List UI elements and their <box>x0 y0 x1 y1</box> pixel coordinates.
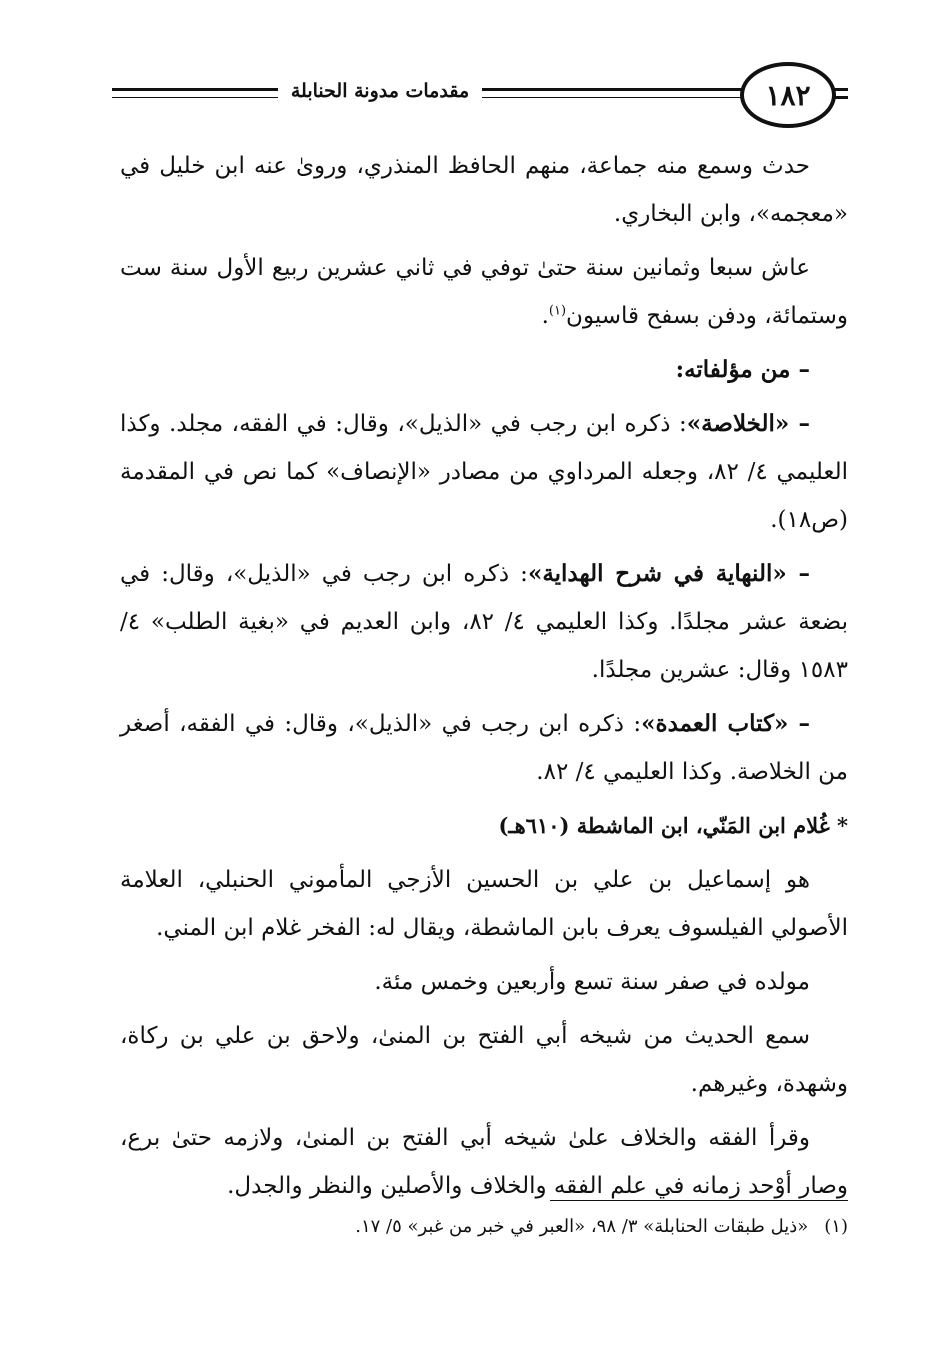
paragraph-4: مولده في صفر سنة تسع وأربعين وخمس مئة. <box>374 969 810 995</box>
work-item-1-text: : ذكره ابن رجب في «الذيل»، وقال: في الفقه، مجلد. وكذا العليمي ٤/ ٨٢، وجعله المرداوي من مصادر «الإنصاف» كما نص في المقدمة (ص١٨). <box>120 411 848 533</box>
footnote-text: «ذيل طبقات الحنابلة» ٣/ ٩٨، «العبر في خبر من غبر» ٥/ ١٧. <box>355 1216 809 1237</box>
header-rule-middle-lower <box>482 97 742 98</box>
page-number: ١٨٢ <box>740 62 836 128</box>
footnote-separator <box>550 1200 848 1201</box>
paragraph-2-text: عاش سبعا وثمانين سنة حتىٰ توفي في ثاني عشرين ربيع الأول سنة ست وستمائة، ودفن بسفح قاسيون <box>120 255 848 329</box>
footnote-number: (١) <box>824 1216 848 1237</box>
work-item-2-title: – «النهاية في شرح الهداية» <box>527 560 810 587</box>
work-item-1 <box>120 400 848 544</box>
page-header <box>112 62 848 132</box>
main-text <box>120 142 848 1216</box>
work-item-3-text: : ذكره ابن رجب في «الذيل»، وقال: في الفقه، أصغر من الخلاصة. وكذا العليمي ٤/ ٨٢. <box>120 711 848 785</box>
footnote <box>200 1212 848 1242</box>
person-heading: * غُلام ابن المَنّي، ابن الماشطة (٦١٠هـ) <box>498 813 848 838</box>
paragraph-5: سمع الحديث من شيخه أبي الفتح بن المنىٰ، ولاحق بن علي بن ركاة، وشهدة، وغيرهم. <box>120 1023 848 1097</box>
paragraph-1: حدث وسمع منه جماعة، منهم الحافظ المنذري، وروىٰ عنه ابن خليل في «معجمه»، وابن البخاري. <box>120 153 848 227</box>
header-rule-left-lower <box>112 97 278 98</box>
footnote-reference[interactable]: (١) <box>548 303 567 319</box>
header-rule-left <box>112 88 278 91</box>
work-item-2 <box>120 550 848 694</box>
work-item-1-title: – «الخلاصة» <box>686 410 810 437</box>
works-heading: – من مؤلفاته: <box>675 356 810 383</box>
running-title: مقدمات مدونة الحنابلة <box>278 80 482 102</box>
paragraph-2 <box>120 244 848 340</box>
header-rule-middle <box>482 88 742 91</box>
paragraph-3: هو إسماعيل بن علي بن الحسين الأزجي المأموني الحنبلي، العلامة الأصولي الفيلسوف يعرف بابن الماشطة، ويقال له: الفخر غلام ابن المني. <box>120 867 848 941</box>
work-item-3-title: – «كتاب العمدة» <box>641 710 810 737</box>
paragraph-6: وقرأ الفقه والخلاف علىٰ شيخه أبي الفتح بن المنىٰ، ولازمه حتىٰ برع، وصار أوْحد زمانه في علم الفقه والخلاف والأصلين والنظر والجدل. <box>120 1125 848 1199</box>
paragraph-2-end: . <box>541 303 549 329</box>
work-item-3 <box>120 700 848 796</box>
work-item-2-text: : ذكره ابن رجب في «الذيل»، وقال: في بضعة عشر مجلدًا. وكذا العليمي ٤/ ٨٢، وابن العديم في «بغية الطلب» ٤/ ١٥٨٣ وقال: عشرين مجلدًا. <box>120 561 848 683</box>
